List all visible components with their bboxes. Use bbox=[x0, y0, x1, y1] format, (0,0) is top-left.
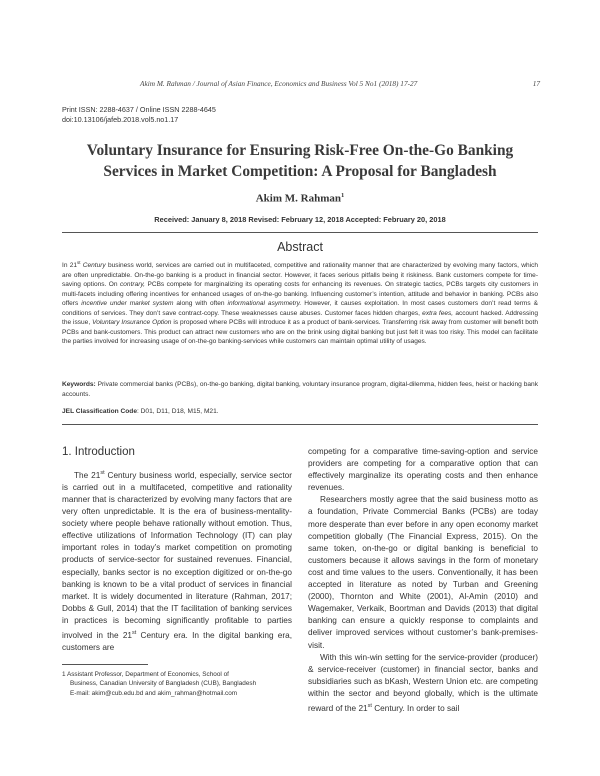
abstract-text: account hacked. Addressing the issue, bbox=[62, 309, 538, 327]
right-column bbox=[308, 446, 538, 715]
paragraph bbox=[308, 652, 538, 715]
footnote-line: E-mail: akim@cub.edu.bd and akim_rahman@hotmail.com bbox=[70, 689, 238, 697]
issn-line: Print ISSN: 2288-4637 / Online ISSN 2288-4645 bbox=[62, 105, 216, 114]
body-sup: st bbox=[367, 702, 372, 709]
author-name: Akim M. Rahman bbox=[255, 192, 341, 205]
jel-label: JEL Classification Code bbox=[62, 408, 137, 415]
body-text: With this win-win setting for the service-provider (producer) & service-receiver (customer) in financial sector, banks and subsidiaries such as bKash, Western Union etc. are competing within the sector and beyond globally, which is the ultimate reward of the 21 bbox=[308, 652, 538, 713]
abstract-italic: Voluntary Insurance Option bbox=[92, 319, 172, 327]
abstract-italic: incentive under market system bbox=[81, 300, 174, 308]
jel-codes bbox=[62, 408, 538, 415]
footnote bbox=[62, 670, 298, 698]
body-text: Century. In order to sail bbox=[371, 703, 460, 713]
paragraph: Researchers mostly agree that the said business motto as a foundation, Private Commercial Banks (PCBs) are today more desperate than ever before in any open economy market competition globally (The Financial Express, 2015). On the same token, on-the-go or digital banking is beneficial to customers because it allows savings in the form of monetary cost and time values to the users. Conventionally, it has been accepted in literature as noted by Turban and Greening (2000), Thornton and White (2001), Al-Amin (2010) and Wagemaker, Verkaik, Boortman and Davids (2013) that digital banking can ensure a quickly response to complaints and deliver improved services without customer’s bank-premises-visit. bbox=[308, 495, 538, 650]
left-column bbox=[62, 467, 292, 654]
publication-info bbox=[62, 105, 216, 124]
abstract-text: business world, services are carried out in multifaceted, competitive and rationality manner that are characterized by evolving many factors, which are often unpredictable. On-the-go banking is a product in financial sector. However, it faces serious pitfalls being it riskiness. Bank customers compete for time-saving options. On bbox=[62, 262, 538, 289]
author-footnote-mark: 1 bbox=[341, 192, 345, 199]
page-number: 17 bbox=[532, 79, 540, 88]
abstract-body bbox=[62, 258, 538, 347]
footnote-line: 1 Assistant Professor, Department of Economics, School of bbox=[62, 671, 229, 678]
article-title bbox=[62, 140, 538, 182]
footnote-line: Business, Canadian University of Bangladesh (CUB), Bangladesh bbox=[70, 680, 257, 688]
title-line-2: Services in Market Competition: A Proposal for Bangladesh bbox=[103, 163, 497, 180]
divider-bottom bbox=[62, 424, 538, 425]
body-text: Century business world, especially, service sector is carried out in a multifaceted, competitive and rationality manner that is characterized by evolving many factors that are very often unpredictable. It is the era of business-mentality-society where people behave rationally without emotion. Thus, effective utilizations of Information Technology (IT) can play important roles in today’s market competition on promoting products of service-sector for sustained revenues. Financial, especially, banks sector is no exception digitized or on-the-go banking is known to be a vital product of services in financial market. It is widely documented in literature (Rahman, 2017; Dobbs & Gull, 2014) that the IT facilitation of banking services in practices is becoming significantly profitable to parties involved in the 21 bbox=[62, 470, 293, 640]
abstract-text: is proposed where PCBs will introduce it as a product of bank-services. Transferring risk away from customer will benefit both PCBs and bank-customers. This product can attract new customers who are on the brink using digital banking but just felt it was too risky. This model can facilitate the parties involved for increasing usage of on-the-go banking-services while customers can maintain optimal utility of usages. bbox=[62, 319, 539, 346]
title-line-1: Voluntary Insurance for Ensuring Risk-Free On-the-Go Banking bbox=[86, 142, 514, 159]
abstract-text: along with often bbox=[173, 300, 228, 308]
received-dates: Received: January 8, 2018 Revised: February 12, 2018 Accepted: February 20, 2018 bbox=[154, 215, 446, 224]
body-text: The 21 bbox=[74, 470, 101, 480]
keywords-label: Keywords: bbox=[62, 381, 96, 388]
keywords-text: Private commercial banks (PCBs), on-the-go banking, digital banking, voluntary insurance program, digital-dilemma, hidden fees, heist or hacking bank accounts. bbox=[62, 381, 538, 398]
paragraph: competing for a comparative time-saving-option and service providers are competing for a comparative option that can effectively marginalize its operating costs and then enhance revenues. bbox=[308, 447, 538, 493]
abstract-text: In 21 bbox=[62, 262, 77, 270]
abstract-text: PCBs compete for marginalizing its operating costs for enhancing its revenues. On strategic tactics, PCBs targets city customers in multi-facets including offering incentives for enhanced usages of on-the-go banking. Influencing customer’s intention, attitude and behavior in banking. PCBs also offers bbox=[62, 281, 539, 308]
section-heading: 1. Introduction bbox=[62, 446, 135, 458]
body-sup: st bbox=[132, 629, 137, 636]
body-text: Century era. In the digital banking era, customers are bbox=[62, 630, 292, 652]
keywords bbox=[62, 380, 538, 399]
abstract-text: However, it causes exploitation. In most cases customers don’t read terms & conditions of services. They don’t save contract-copy. These weaknesses cause abuses. Customer faces hidden charges, bbox=[62, 300, 538, 317]
divider-top bbox=[62, 232, 538, 233]
abstract-italic: Century bbox=[80, 262, 106, 270]
abstract-italic: contrary, bbox=[120, 281, 145, 289]
running-title: Akim M. Rahman / Journal of Asian Finance, Economics and Business Vol 5 No1 (2018) 17-27 bbox=[140, 79, 418, 88]
paragraph bbox=[62, 467, 292, 654]
body-sup: st bbox=[100, 470, 105, 476]
abstract-italic: informational asymmetry. bbox=[227, 300, 302, 308]
running-header bbox=[140, 79, 540, 88]
abstract-heading: Abstract bbox=[277, 240, 323, 254]
author-line bbox=[62, 192, 538, 205]
abstract-italic: extra fees, bbox=[422, 309, 454, 317]
abstract-sup: st bbox=[77, 260, 81, 265]
footnote-rule bbox=[62, 664, 148, 665]
doi-line: doi:10.13106/jafeb.2018.vol5.no1.17 bbox=[62, 114, 179, 124]
jel-text: : D01, D11, D18, M15, M21. bbox=[137, 408, 219, 415]
